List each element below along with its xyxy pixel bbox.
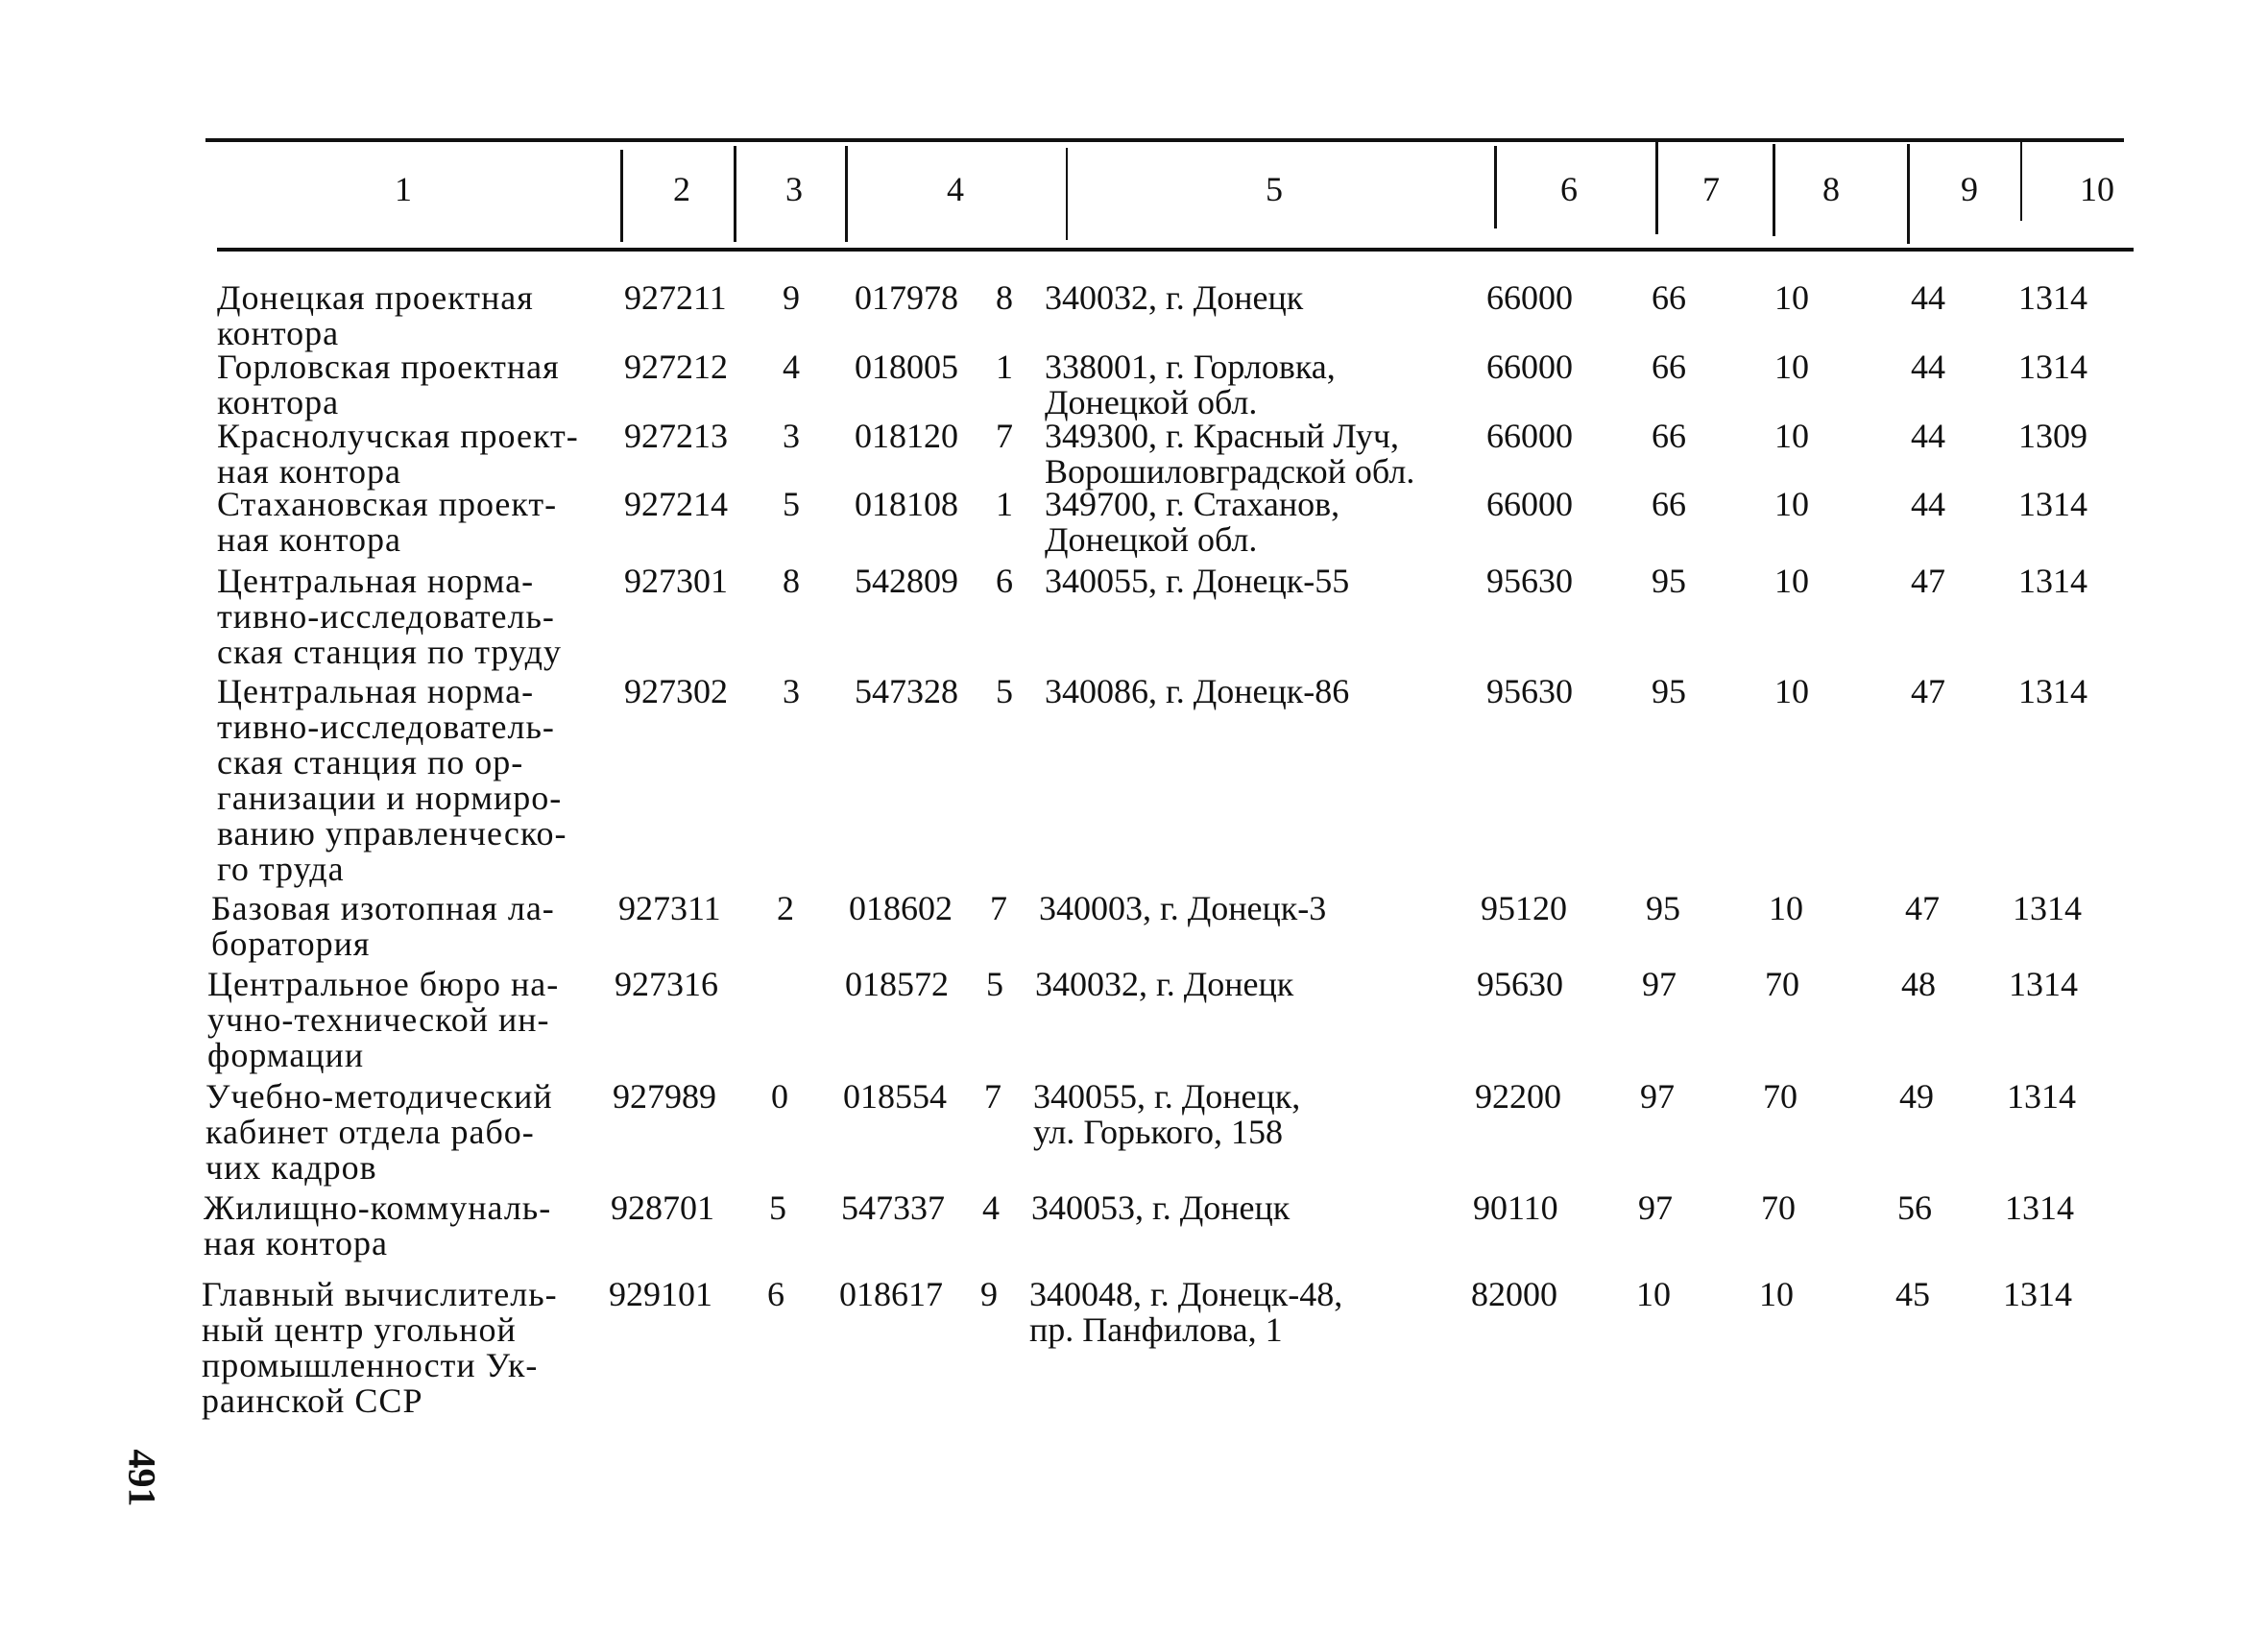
check-digit-cell: 0: [771, 1077, 788, 1116]
check-digit-cell: 4: [783, 348, 800, 386]
organization-name-cell: [205, 1079, 590, 1186]
column-9-cell: 48: [1901, 965, 1936, 1003]
column-8-cell: 10: [1759, 1275, 1794, 1313]
column-7-cell: 95: [1652, 562, 1686, 600]
address-line: Ворошиловградской обл.: [1045, 452, 1415, 491]
organization-name-line: учно-технической ин-: [207, 1000, 550, 1039]
address-line: 340003, г. Донецк-3: [1039, 889, 1327, 927]
column-9-cell: 56: [1897, 1189, 1932, 1227]
column-divider: [2020, 142, 2022, 221]
organization-name-line: ская станция по труду: [217, 633, 562, 671]
column-8-cell: 10: [1774, 672, 1809, 710]
address-line: Донецкой обл.: [1045, 383, 1258, 421]
organization-name-line: промышленности Ук-: [202, 1346, 539, 1384]
column-7-cell: 10: [1636, 1275, 1671, 1313]
organization-name-cell: [217, 349, 601, 420]
organization-name-line: ванию управленческо-: [217, 814, 567, 853]
column-10-cell: 1314: [2018, 562, 2087, 600]
code-cell: 927301: [624, 562, 728, 600]
column-6-cell: 66000: [1486, 348, 1573, 386]
column-6-cell: 66000: [1486, 417, 1573, 455]
organization-name-line: Главный вычислитель-: [202, 1275, 558, 1313]
column-10-cell: 1314: [2018, 348, 2087, 386]
organization-name-cell: [217, 280, 601, 351]
column-8-cell: 10: [1774, 417, 1809, 455]
column-7-cell: 95: [1646, 889, 1680, 927]
address-line: ул. Горького, 158: [1033, 1113, 1283, 1151]
address-cell: [1045, 674, 1458, 709]
column-header-7: 7: [1702, 170, 1720, 208]
column-8-cell: 10: [1774, 348, 1809, 386]
check-digit-cell: 2: [777, 889, 794, 927]
column-header-5: 5: [1266, 170, 1283, 208]
column-7-cell: 66: [1652, 485, 1686, 523]
organization-name-line: Краснолучская проект-: [217, 417, 579, 455]
address-line: 340086, г. Донецк-86: [1045, 672, 1350, 710]
column-6-cell: 66000: [1486, 278, 1573, 317]
address-cell: [1045, 564, 1458, 599]
column-divider: [845, 146, 848, 242]
control-digit-cell: 1: [996, 348, 1013, 386]
okpo-cell: 018602: [849, 889, 953, 927]
column-10-cell: 1314: [2009, 965, 2078, 1003]
column-header-3: 3: [785, 170, 803, 208]
organization-name-cell: [217, 564, 601, 670]
address-cell: [1045, 349, 1458, 420]
column-9-cell: 47: [1911, 562, 1945, 600]
address-line: Донецкой обл.: [1045, 520, 1258, 559]
column-8-cell: 70: [1763, 1077, 1798, 1116]
address-cell: [1039, 891, 1452, 926]
column-7-cell: 95: [1652, 672, 1686, 710]
okpo-cell: 018108: [855, 485, 958, 523]
okpo-cell: 018120: [855, 417, 958, 455]
column-10-cell: 1309: [2018, 417, 2087, 455]
address-line: 349300, г. Красный Луч,: [1045, 417, 1400, 455]
control-digit-cell: 7: [984, 1077, 1001, 1116]
code-cell: 927311: [618, 889, 721, 927]
organization-name-line: контора: [217, 383, 340, 421]
organization-name-line: Горловская проектная: [217, 348, 560, 386]
control-digit-cell: 4: [982, 1189, 1000, 1227]
column-header-9: 9: [1961, 170, 1978, 208]
control-digit-cell: 6: [996, 562, 1013, 600]
address-line: 338001, г. Горловка,: [1045, 348, 1336, 386]
code-cell: 927302: [624, 672, 728, 710]
okpo-cell: 018005: [855, 348, 958, 386]
organization-name-cell: [202, 1277, 586, 1419]
column-10-cell: 1314: [2007, 1077, 2076, 1116]
table-header-rule: [217, 248, 2134, 252]
column-divider: [734, 146, 736, 242]
table-top-rule: [205, 138, 2124, 142]
code-cell: 929101: [609, 1275, 712, 1313]
check-digit-cell: 8: [783, 562, 800, 600]
okpo-cell: 542809: [855, 562, 958, 600]
column-10-cell: 1314: [2018, 485, 2087, 523]
address-line: 340053, г. Донецк: [1031, 1189, 1291, 1227]
organization-name-line: Базовая изотопная ла-: [211, 889, 555, 927]
column-7-cell: 66: [1652, 417, 1686, 455]
column-header-8: 8: [1822, 170, 1840, 208]
column-8-cell: 10: [1774, 278, 1809, 317]
code-cell: 927214: [624, 485, 728, 523]
organization-name-cell: [217, 419, 601, 490]
organization-name-line: контора: [217, 314, 340, 352]
code-cell: 927989: [613, 1077, 716, 1116]
organization-name-line: тивно-исследователь-: [217, 708, 555, 746]
organization-name-line: раинской ССР: [202, 1381, 423, 1420]
organization-name-cell: [217, 487, 601, 558]
address-line: 340032, г. Донецк: [1045, 278, 1304, 317]
address-cell: [1031, 1190, 1444, 1226]
organization-name-line: го труда: [217, 850, 345, 888]
column-7-cell: 97: [1642, 965, 1677, 1003]
column-8-cell: 70: [1765, 965, 1799, 1003]
column-7-cell: 97: [1638, 1189, 1673, 1227]
organization-name-line: формации: [207, 1036, 365, 1074]
page-number: 491: [120, 1449, 164, 1507]
column-6-cell: 95630: [1477, 965, 1563, 1003]
check-digit-cell: 5: [783, 485, 800, 523]
column-7-cell: 97: [1640, 1077, 1675, 1116]
column-7-cell: 66: [1652, 348, 1686, 386]
address-cell: [1045, 487, 1458, 558]
control-digit-cell: 7: [996, 417, 1013, 455]
column-10-cell: 1314: [2005, 1189, 2074, 1227]
column-9-cell: 44: [1911, 417, 1945, 455]
code-cell: 927212: [624, 348, 728, 386]
address-cell: [1045, 280, 1458, 316]
code-cell: 927316: [615, 965, 718, 1003]
column-divider: [1773, 144, 1775, 236]
column-9-cell: 45: [1895, 1275, 1930, 1313]
address-line: пр. Панфилова, 1: [1029, 1310, 1283, 1349]
okpo-cell: 018572: [845, 965, 949, 1003]
column-header-10: 10: [2080, 170, 2114, 208]
organization-name-cell: [217, 674, 601, 887]
address-cell: [1035, 967, 1448, 1002]
organization-name-line: ный центр угольной: [202, 1310, 517, 1349]
organization-name-cell: [207, 967, 591, 1073]
control-digit-cell: 5: [996, 672, 1013, 710]
address-line: 349700, г. Стаханов,: [1045, 485, 1340, 523]
column-10-cell: 1314: [2003, 1275, 2072, 1313]
column-6-cell: 95630: [1486, 562, 1573, 600]
control-digit-cell: 9: [980, 1275, 998, 1313]
organization-name-line: Донецкая проектная: [217, 278, 534, 317]
organization-name-line: Жилищно-коммуналь-: [204, 1189, 552, 1227]
column-6-cell: 66000: [1486, 485, 1573, 523]
check-digit-cell: 3: [783, 672, 800, 710]
column-6-cell: 92200: [1475, 1077, 1561, 1116]
organization-name-line: Стахановская проект-: [217, 485, 558, 523]
okpo-cell: 018617: [839, 1275, 943, 1313]
column-divider: [620, 150, 623, 242]
address-line: 340032, г. Донецк: [1035, 965, 1294, 1003]
okpo-cell: 547337: [841, 1189, 945, 1227]
control-digit-cell: 7: [990, 889, 1007, 927]
organization-name-cell: [211, 891, 595, 962]
column-6-cell: 90110: [1473, 1189, 1558, 1227]
column-9-cell: 44: [1911, 278, 1945, 317]
organization-name-line: ная контора: [217, 520, 401, 559]
organization-name-line: Центральная норма-: [217, 672, 535, 710]
organization-name-cell: [204, 1190, 588, 1261]
column-divider: [1655, 142, 1658, 234]
control-digit-cell: 1: [996, 485, 1013, 523]
column-8-cell: 10: [1774, 562, 1809, 600]
organization-name-line: ная контора: [204, 1224, 388, 1262]
column-8-cell: 70: [1761, 1189, 1796, 1227]
column-divider: [1494, 146, 1497, 228]
column-7-cell: 66: [1652, 278, 1686, 317]
column-10-cell: 1314: [2018, 672, 2087, 710]
address-line: 340055, г. Донецк-55: [1045, 562, 1350, 600]
column-10-cell: 1314: [2018, 278, 2087, 317]
column-header-4: 4: [947, 170, 964, 208]
address-cell: [1029, 1277, 1442, 1348]
organization-name-line: ская станция по ор-: [217, 743, 524, 781]
organization-name-line: боратория: [211, 925, 371, 963]
column-header-2: 2: [673, 170, 690, 208]
column-9-cell: 44: [1911, 348, 1945, 386]
organization-name-line: Учебно-методический: [205, 1077, 553, 1116]
check-digit-cell: 5: [769, 1189, 786, 1227]
column-10-cell: 1314: [2013, 889, 2082, 927]
column-6-cell: 95120: [1481, 889, 1567, 927]
column-8-cell: 10: [1774, 485, 1809, 523]
column-9-cell: 47: [1911, 672, 1945, 710]
column-6-cell: 82000: [1471, 1275, 1557, 1313]
check-digit-cell: 3: [783, 417, 800, 455]
address-cell: [1045, 419, 1458, 490]
column-header-6: 6: [1560, 170, 1578, 208]
control-digit-cell: 5: [986, 965, 1003, 1003]
okpo-cell: 547328: [855, 672, 958, 710]
code-cell: 927213: [624, 417, 728, 455]
control-digit-cell: 8: [996, 278, 1013, 317]
okpo-cell: 018554: [843, 1077, 947, 1116]
check-digit-cell: 9: [783, 278, 800, 317]
column-9-cell: 47: [1905, 889, 1940, 927]
address-cell: [1033, 1079, 1446, 1150]
code-cell: 927211: [624, 278, 727, 317]
check-digit-cell: 6: [767, 1275, 784, 1313]
address-line: 340048, г. Донецк-48,: [1029, 1275, 1343, 1313]
column-6-cell: 95630: [1486, 672, 1573, 710]
organization-name-line: тивно-исследователь-: [217, 597, 555, 636]
code-cell: 928701: [611, 1189, 714, 1227]
organization-name-line: ная контора: [217, 452, 401, 491]
column-9-cell: 44: [1911, 485, 1945, 523]
column-header-1: 1: [395, 170, 412, 208]
organization-name-line: ганизации и нормиро-: [217, 779, 563, 817]
address-line: 340055, г. Донецк,: [1033, 1077, 1301, 1116]
organization-name-line: чих кадров: [205, 1148, 377, 1187]
column-8-cell: 10: [1769, 889, 1803, 927]
organization-name-line: кабинет отдела рабо-: [205, 1113, 535, 1151]
organization-name-line: Центральное бюро на-: [207, 965, 560, 1003]
organization-name-line: Центральная норма-: [217, 562, 535, 600]
okpo-cell: 017978: [855, 278, 958, 317]
column-divider: [1907, 144, 1910, 244]
column-divider: [1066, 148, 1068, 240]
column-9-cell: 49: [1899, 1077, 1934, 1116]
